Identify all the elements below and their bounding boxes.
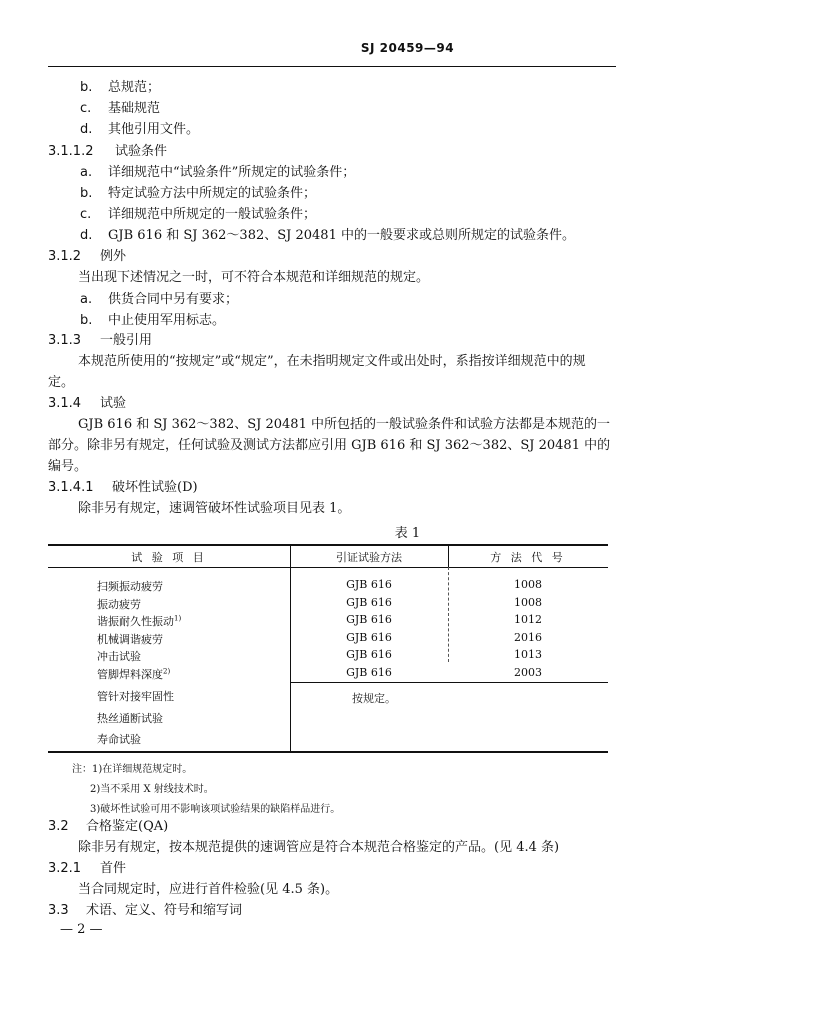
table-inner-rule xyxy=(290,682,608,683)
list-label: d. xyxy=(80,228,93,243)
list-item: 特定试验方法中所规定的试验条件； xyxy=(108,186,317,201)
table-cell-code: 1008 xyxy=(514,578,542,591)
list-label: c. xyxy=(80,101,92,116)
section-number: 3.1.1.2 xyxy=(48,144,94,159)
list-item: 其他引用文件。 xyxy=(108,122,200,137)
section-title: 首件 xyxy=(100,861,127,876)
table-cell-code: 2003 xyxy=(514,666,542,679)
table-cell-item: 振动疲劳 xyxy=(97,598,141,611)
table-header: 方 法 代 号 xyxy=(490,551,566,564)
list-label: b. xyxy=(80,80,93,95)
section-title: 破坏性试验(D) xyxy=(112,480,198,495)
paragraph: 当合同规定时，应进行首件检验(见 4.5 条)。 xyxy=(78,882,339,897)
list-label: a. xyxy=(80,165,93,180)
standard-number-header: SJ 20459—94 xyxy=(360,41,455,55)
table-cell-item: 谐振耐久性振动$^{1)}$ xyxy=(97,614,182,628)
section-number: 3.1.4.1 xyxy=(48,480,94,495)
page-number: — 2 — xyxy=(60,922,103,937)
table-cell-code: 1012 xyxy=(514,613,542,626)
paragraph: GJB 616 和 SJ 362～382、SJ 20481 中所包括的一般试验条件和试验方法都是本规范的一 xyxy=(78,417,610,432)
paragraph: 除非另有规定，速调管破坏性试验项目见表 1。 xyxy=(78,501,351,516)
section-number: 3.3 xyxy=(48,903,69,918)
table-cell-method: GJB 616 xyxy=(346,613,392,626)
paragraph: 编号。 xyxy=(48,459,88,474)
section-number: 3.2.1 xyxy=(48,861,82,876)
table-cell-item: 热丝通断试验 xyxy=(97,712,163,725)
list-item: 供货合同中另有要求； xyxy=(108,292,239,307)
list-item: 详细规范中“试验条件”所规定的试验条件； xyxy=(108,165,356,180)
list-item: GJB 616 和 SJ 362～382、SJ 20481 中的一般要求或总则所规定的试验条件。 xyxy=(108,228,575,243)
paragraph: 当出现下述情况之一时，可不符合本规范和详细规范的规定。 xyxy=(78,270,430,285)
header-rule xyxy=(48,66,616,67)
section-title: 试验条件 xyxy=(115,144,168,159)
list-item: 基础规范 xyxy=(108,101,161,116)
table-header: 试 验 项 目 xyxy=(131,551,207,564)
section-number: 3.2 xyxy=(48,819,69,834)
table-cell-item: 冲击试验 xyxy=(97,650,141,663)
table-note: 3)破坏性试验可用不影响该项试验结果的缺陷样品进行。 xyxy=(90,804,341,815)
paragraph: 定。 xyxy=(48,375,75,390)
table-cell-method: GJB 616 xyxy=(346,596,392,609)
table-cell-item: 管针对接牢固性 xyxy=(97,690,174,703)
table-cell-item: 寿命试验 xyxy=(97,733,141,746)
table-cell-item: 扫频振动疲劳 xyxy=(97,580,163,593)
list-label: b. xyxy=(80,313,93,328)
table-cell-item: 管脚焊料深度$^{2)}$ xyxy=(97,667,171,681)
list-item: 中止使用军用标志。 xyxy=(108,313,226,328)
table-cell-by-rule: 按规定。 xyxy=(352,692,396,705)
section-title: 例外 xyxy=(100,249,127,264)
list-item: 详细规范中所规定的一般试验条件； xyxy=(108,207,317,222)
table-top-rule xyxy=(48,544,608,546)
table-title: 表 1 xyxy=(394,526,421,541)
paragraph: 除非另有规定，按本规范提供的速调管应是符合本规范合格鉴定的产品。(见 4.4 条) xyxy=(78,840,560,855)
table-note: 2)当不采用 X 射线技术时。 xyxy=(90,784,214,795)
table-header-rule xyxy=(48,567,608,568)
section-number: 3.1.2 xyxy=(48,249,82,264)
table-bottom-rule xyxy=(48,751,608,753)
section-title: 一般引用 xyxy=(100,333,153,348)
section-number: 3.1.3 xyxy=(48,333,82,348)
table-note: 注：1)在详细规范规定时。 xyxy=(72,764,193,775)
section-title: 合格鉴定(QA) xyxy=(86,819,169,834)
table-cell-method: GJB 616 xyxy=(346,631,392,644)
list-label: d. xyxy=(80,122,93,137)
table-cell-code: 1008 xyxy=(514,596,542,609)
list-item: 总规范； xyxy=(108,80,161,95)
list-label: b. xyxy=(80,186,93,201)
table-cell-code: 2016 xyxy=(514,631,542,644)
paragraph: 部分。除非另有规定，任何试验及测试方法都应引用 GJB 616 和 SJ 362～382、SJ 20481 中的 xyxy=(48,438,611,453)
section-title: 术语、定义、符号和缩写词 xyxy=(86,903,243,918)
table-cell-method: GJB 616 xyxy=(346,578,392,591)
section-number: 3.1.4 xyxy=(48,396,82,411)
paragraph: 本规范所使用的“按规定”或“规定”，在未指明规定文件或出处时，系指按详细规范中的规 xyxy=(78,354,586,369)
list-label: a. xyxy=(80,292,93,307)
table-cell-method: GJB 616 xyxy=(346,648,392,661)
list-label: c. xyxy=(80,207,92,222)
table-cell-item: 机械调谐疲劳 xyxy=(97,633,163,646)
table-header: 引证试验方法 xyxy=(336,551,402,564)
table-cell-method: GJB 616 xyxy=(346,666,392,679)
table-cell-code: 1013 xyxy=(514,648,542,661)
section-title: 试验 xyxy=(100,396,127,411)
